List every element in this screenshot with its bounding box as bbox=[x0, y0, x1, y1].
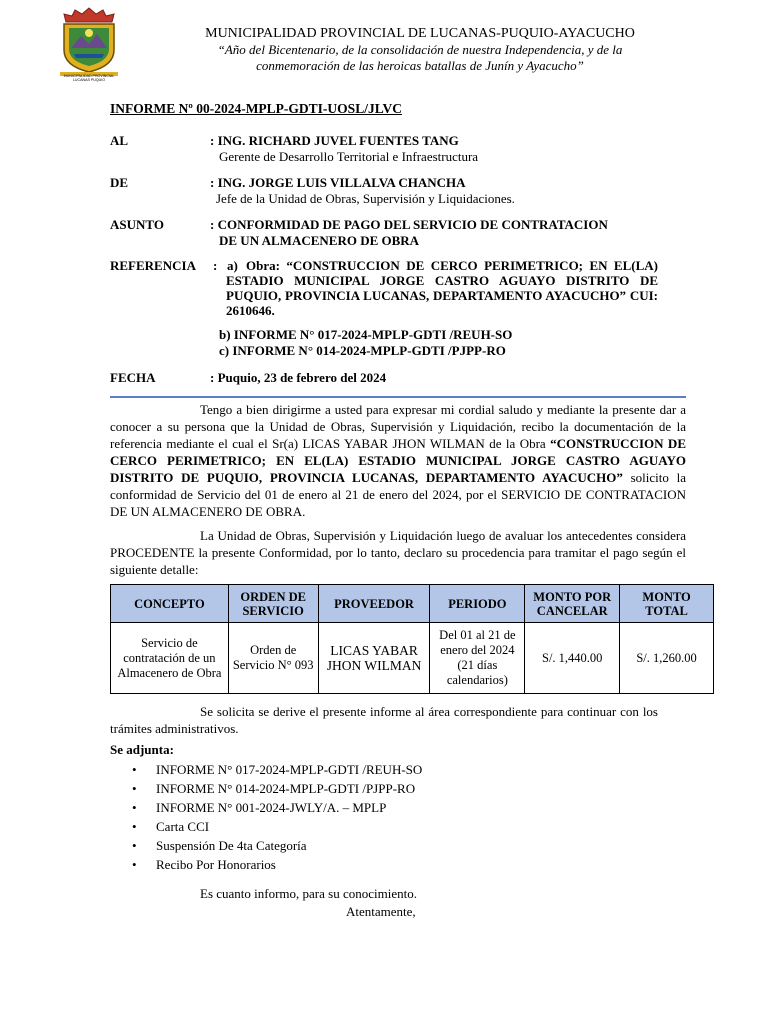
institution-name: MUNICIPALIDAD PROVINCIAL DE LUCANAS-PUQUIO-AYACUCHO bbox=[205, 26, 635, 41]
paragraph-1-start: Tengo a bien dirigirme a usted para expresar mi cordial saludo y mediante la presente dar a conocer a su persona que la Unidad de Obras, Supervisión y Liquidación, recibo la documentación de la referencia mediante el cual el Sr(a) LICAS YABAR JHON WILMAN de la Obra bbox=[110, 402, 686, 451]
logo-caption: MUNICIPALIDAD PROVINCIAL LUCANAS PUQUIO bbox=[63, 74, 115, 82]
cell-monto-total: S/. 1,260.00 bbox=[620, 623, 714, 694]
to-label: AL bbox=[110, 133, 129, 148]
report-title: INFORME Nº 00-2024-MPLP-GDTI-UOSL/JLVC bbox=[110, 101, 402, 116]
reference-label: REFERENCIA bbox=[110, 258, 196, 273]
body-paragraph-1 bbox=[110, 401, 686, 520]
from-role: Jefe de la Unidad de Obras, Supervisión y Liquidaciones. bbox=[216, 191, 515, 206]
header-monto-total: MONTO TOTAL bbox=[620, 585, 714, 623]
header-periodo: PERIODO bbox=[430, 585, 525, 623]
reference-b: b) INFORME N° 017-2024-MPLP-GDTI /REUH-SO bbox=[219, 327, 513, 342]
cell-proveedor: LICAS YABAR JHON WILMAN bbox=[318, 623, 430, 694]
list-item: • Recibo Por Honorarios bbox=[130, 855, 422, 874]
header-proveedor: PROVEEDOR bbox=[318, 585, 430, 623]
header-concepto: CONCEPTO bbox=[111, 585, 229, 623]
cell-orden-servicio: Orden de Servicio N° 093 bbox=[228, 623, 318, 694]
attachments-label: Se adjunta: bbox=[110, 742, 174, 757]
list-item: • INFORME N° 017-2024-MPLP-GDTI /REUH-SO bbox=[130, 760, 422, 779]
header-monto-por-cancelar: MONTO POR CANCELAR bbox=[525, 585, 620, 623]
cell-concepto: Servicio de contratación de un Almacenero de Obra bbox=[111, 623, 229, 694]
cell-monto-por-cancelar: S/. 1,440.00 bbox=[525, 623, 620, 694]
date-value: : Puquio, 23 de febrero del 2024 bbox=[210, 370, 387, 385]
table-header-row bbox=[111, 585, 714, 623]
body-paragraph-3: Se solicita se derive el presente informe al área correspondiente para continuar con los trámites administrativos. bbox=[110, 704, 658, 736]
to-role: Gerente de Desarrollo Territorial e Infraestructura bbox=[219, 149, 479, 164]
attachments-list bbox=[130, 760, 422, 874]
closing-line: Es cuanto informo, para su conocimiento. bbox=[200, 886, 417, 901]
cell-periodo: Del 01 al 21 de enero del 2024 (21 días calendarios) bbox=[430, 623, 525, 694]
reference-a-text: Obra: “CONSTRUCCION DE CERCO PERIMETRICO; EN EL(LA) ESTADIO MUNICIPAL JORGE CASTRO AGUAYO DISTRITO DE PUQUIO, PROVINCIA LUCANAS, DEPARTAMENTO AYACUCHO” CUI: 2610646. bbox=[226, 258, 658, 318]
motto-line-2: conmemoración de las heroicas batallas de Junín y Ayacucho” bbox=[256, 58, 584, 73]
list-item: • Suspensión De 4ta Categoría bbox=[130, 836, 422, 855]
reference-separator: : bbox=[213, 258, 218, 273]
list-item: • INFORME N° 014-2024-MPLP-GDTI /PJPP-RO bbox=[130, 779, 422, 798]
table-row bbox=[111, 623, 714, 694]
to-name: : ING. RICHARD JUVEL FUENTES TANG bbox=[210, 133, 459, 148]
from-name: : ING. JORGE LUIS VILLALVA CHANCHA bbox=[210, 175, 466, 190]
date-label: FECHA bbox=[110, 370, 156, 385]
header-divider bbox=[110, 396, 686, 398]
year-motto bbox=[130, 42, 710, 74]
motto-line-1: “Año del Bicentenario, de la consolidación de nuestra Independencia, y de la bbox=[217, 42, 623, 57]
paragraph-1-project: “CONSTRUCCION DE CERCO PERIMETRICO; EN EL(LA) ESTADIO MUNICIPAL JORGE CASTRO AGUAYO DISTRITO DE PUQUIO, PROVINCIA LUCANAS, DEPARTAMENTO AYACUCHO” bbox=[110, 436, 686, 485]
subject-line-2: DE UN ALMACENERO DE OBRA bbox=[219, 233, 420, 248]
reference-a-marker: a) bbox=[227, 258, 238, 273]
body-paragraph-2: La Unidad de Obras, Supervisión y Liquidación luego de avaluar los antecedentes considera PROCEDENTE la presente Conformidad, por lo tanto, declaro su procedencia para tramitar el pago según el siguiente detalle: bbox=[110, 528, 686, 577]
municipal-logo bbox=[56, 6, 122, 82]
list-item: • INFORME N° 001-2024-JWLY/A. – MPLP bbox=[130, 798, 422, 817]
reference-c: c) INFORME N° 014-2024-MPLP-GDTI /PJPP-RO bbox=[219, 343, 506, 358]
subject-label: ASUNTO bbox=[110, 217, 164, 232]
paragraph-1-end: solicito la conformidad de Servicio del 01 de enero al 21 de enero del 2024, por el SERVICIO DE CONTRATACION DE UN ALMACENERO DE OBRA. bbox=[110, 470, 686, 519]
list-item: • Carta CCI bbox=[130, 817, 422, 836]
from-label: DE bbox=[110, 175, 129, 190]
closing-salutation: Atentamente, bbox=[346, 904, 416, 919]
subject-line-1: : CONFORMIDAD DE PAGO DEL SERVICIO DE CONTRATACION bbox=[210, 217, 608, 232]
payment-detail-table bbox=[110, 584, 714, 694]
header-orden-servicio: ORDEN DE SERVICIO bbox=[228, 585, 318, 623]
